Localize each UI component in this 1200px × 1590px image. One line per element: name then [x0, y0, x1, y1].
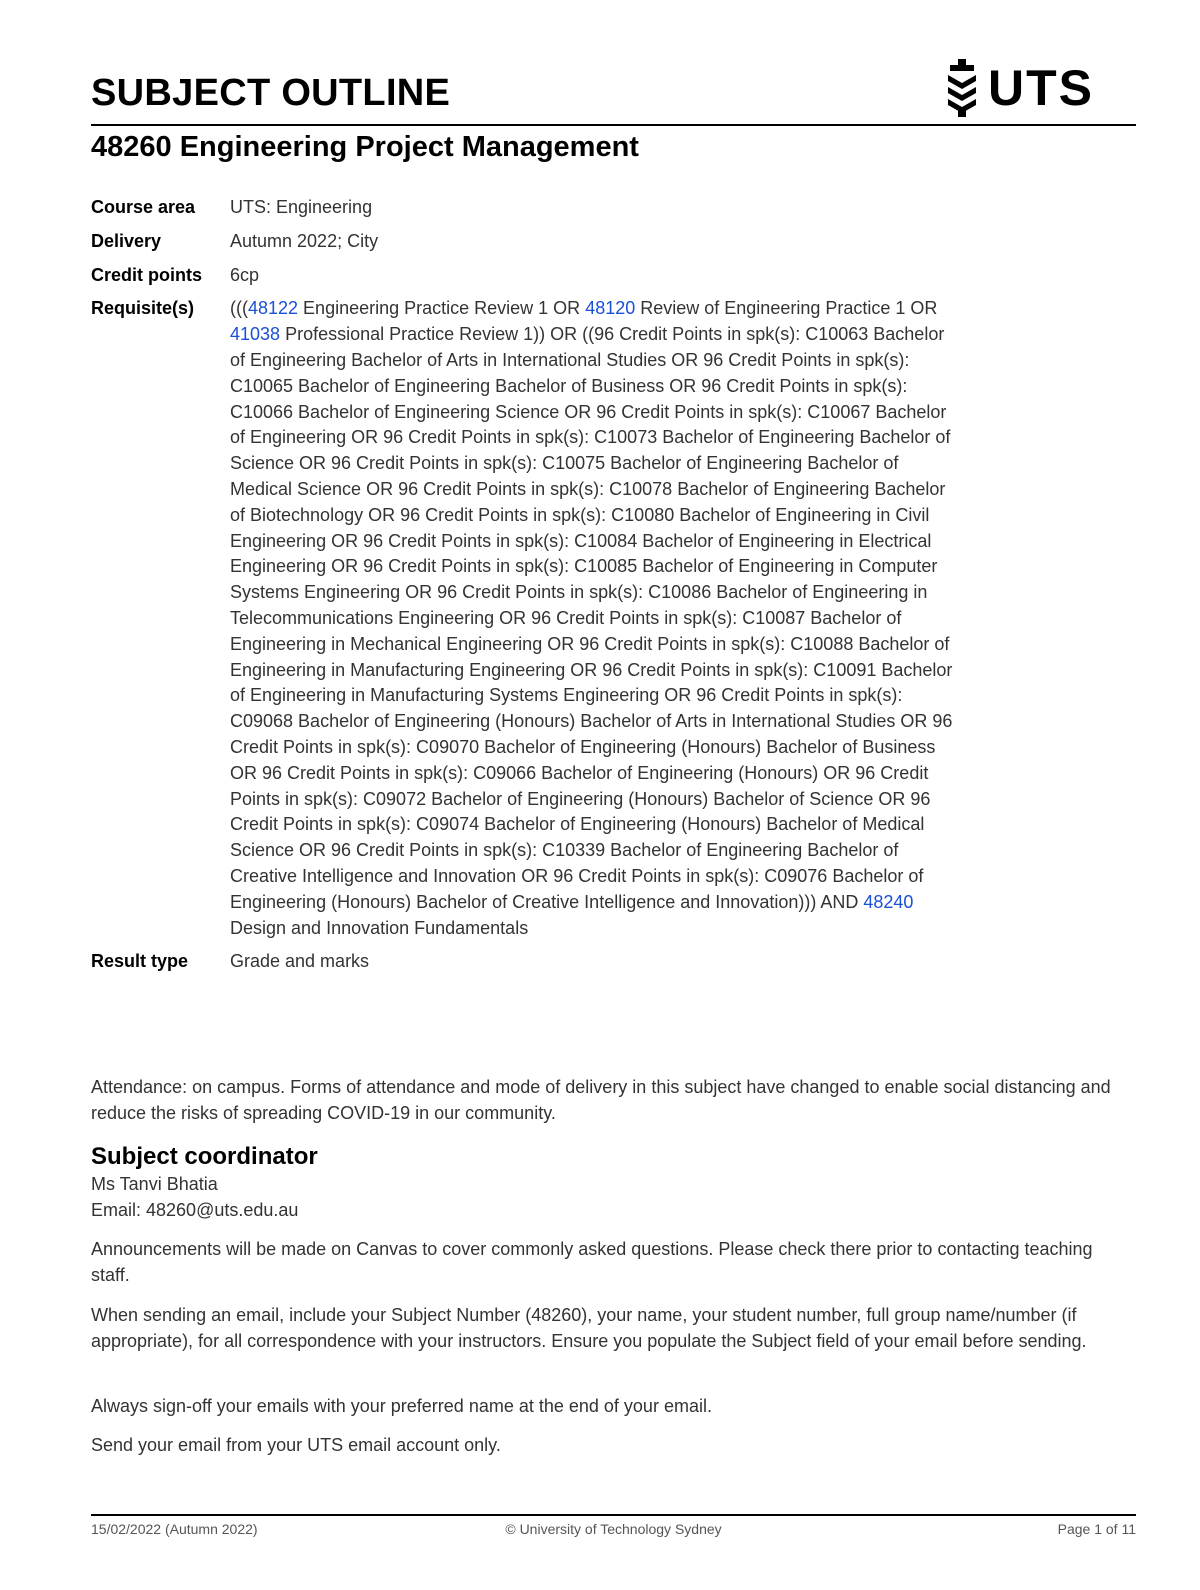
requisite-link-48240[interactable]: 48240	[863, 891, 914, 912]
footer-page-number: Page 1 of 11	[1057, 1521, 1136, 1537]
requisites-label: Requisite(s)	[91, 298, 195, 319]
result-type-value: Grade and marks	[230, 951, 370, 972]
subject-info-table	[91, 195, 971, 983]
attendance-paragraph: Attendance: on campus. Forms of attendance and mode of delivery in this subject have changed to enable social distancing and reduce the risks of spreading COVID-19 in our community.	[91, 1077, 1111, 1123]
course-area-value: UTS: Engineering	[230, 197, 373, 217]
document-title: SUBJECT OUTLINE	[91, 72, 451, 114]
requisite-link-41038[interactable]: 41038	[230, 324, 281, 345]
coordinator-email: Email: 48260@uts.edu.au	[91, 1200, 299, 1220]
info-row-course-area	[91, 195, 971, 221]
email-instructions-paragraph: When sending an email, include your Subject Number (48260), your name, your student number, full group name/number (if appropriate), for all correspondence with your instructors. Ensure you populate the Subject field of your email before sending.	[91, 1305, 1087, 1351]
coordinator-name: Ms Tanvi Bhatia	[91, 1174, 218, 1194]
requisites-text: (((	[230, 298, 248, 319]
course-area-label: Course area	[91, 197, 196, 217]
uts-logo	[942, 52, 1094, 124]
signoff-paragraph: Always sign-off your emails with your preferred name at the end of your email.	[91, 1396, 712, 1416]
info-row-delivery	[91, 229, 971, 255]
delivery-value: Autumn 2022; City	[230, 230, 379, 251]
document-header	[91, 60, 1136, 128]
footer-date: 15/02/2022 (Autumn 2022)	[91, 1521, 258, 1537]
subject-coordinator-heading: Subject coordinator	[91, 1143, 318, 1170]
info-row-requisites	[91, 296, 971, 941]
announcements-paragraph: Announcements will be made on Canvas to cover commonly asked questions. Please check there prior to contacting teaching staff.	[91, 1239, 1093, 1285]
uts-crest-icon	[942, 57, 982, 119]
credit-points-label: Credit points	[91, 264, 202, 285]
result-type-label: Result type	[91, 951, 189, 972]
email-account-paragraph: Send your email from your UTS email account only.	[91, 1435, 501, 1455]
header-divider	[91, 124, 1136, 126]
subject-title: 48260 Engineering Project Management	[91, 131, 639, 163]
requisites-text: Design and Innovation Fundamentals	[230, 917, 529, 938]
delivery-label: Delivery	[91, 230, 162, 251]
requisites-value	[230, 296, 960, 941]
requisites-text: Professional Practice Review 1)) OR ((96 Credit Points in spk(s): C10063 Bachelor of Engineering Bachelor of Arts in International Studies OR 96 Credit Points in spk(s): C10065 Bachelor of Engineering Bachelor of Business OR 96 Credit Points in spk(s): C10066 Bachelor of Engineering Science OR 96 Credit Points in spk(s): C10067 Bachelor of Engineering OR 96 Credit Points in spk(s): C10073 Bachelor of Engineering Bachelor of Science OR 96 Credit Points in spk(s): C10075 Bachelor of Engineering Bachelor of Medical Science OR 96 Credit Points in spk(s): C10078 Bachelor of Engineering Bachelor of Biotechnology OR 96 Credit Points in spk(s): C10080 Bachelor of Engineering in Civil Engineering OR 96 Credit Points in spk(s): C10084 Bachelor of Engineering in Electrical Engineering OR 96 Credit Points in spk(s): C10085 Bachelor of Engineering in Computer Systems Engineering OR 96 Credit Points in spk(s): C10086 Bachelor of Engineering in Telecommunications Engineering OR 96 Credit Points in spk(s): C10087 Bachelor of Engineering in Mechanical Engineering OR 96 Credit Points in spk(s): C10088 Bachelor of Engineering in Manufacturing Engineering OR 96 Credit Points in spk(s): C10091 Bachelor of Engineering in Manufacturing Systems Engineering OR 96 Credit Points in spk(s): C09068 Bachelor of Engineering (Honours) Bachelor of Arts in International Studies OR 96 Credit Points in spk(s): C09070 Bachelor of Engineering (Honours) Bachelor of Business OR 96 Credit Points in spk(s): C09066 Bachelor of Engineering (Honours) OR 96 Credit Points in spk(s): C09072 Bachelor of Engineering (Honours) Bachelor of Science OR 96 Credit Points in spk(s): C09074 Bachelor of Engineering (Honours) Bachelor of Medical Science OR 96 Credit Points in spk(s): C10339 Bachelor of Engineering Bachelor of Creative Intelligence and Innovation OR 96 Credit Points in spk(s): C09076 Bachelor of Engineering (Honours) Bachelor of Creative Intelligence and Innovation))) AND	[230, 324, 953, 912]
credit-points-value: 6cp	[230, 264, 260, 285]
requisites-text: Engineering Practice Review 1 OR	[298, 298, 586, 319]
footer-divider	[91, 1514, 1136, 1516]
requisites-text: Review of Engineering Practice 1 OR	[635, 298, 938, 319]
info-row-credit-points	[91, 263, 971, 289]
logo-text: UTS	[988, 60, 1094, 116]
requisite-link-48120[interactable]: 48120	[585, 298, 636, 319]
footer-copyright: © University of Technology Sydney	[505, 1521, 722, 1537]
info-row-result-type	[91, 949, 971, 975]
requisite-link-48122[interactable]: 48122	[247, 298, 299, 319]
